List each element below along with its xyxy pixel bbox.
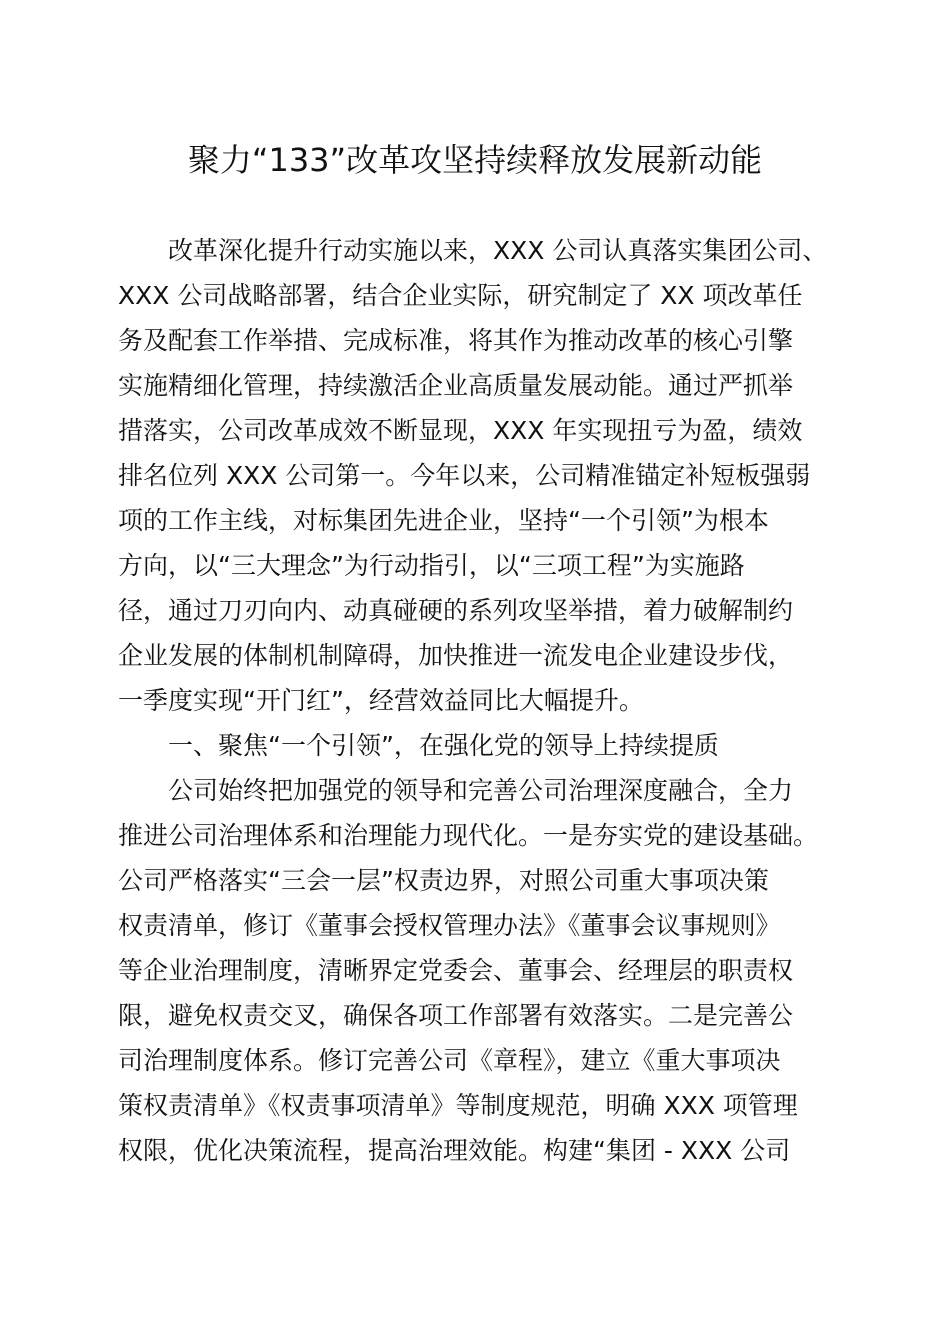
- text-line: 公司严格落实“三会一层”权责边界，对照公司重大事项决策: [118, 866, 769, 895]
- text-line: 措落实，公司改革成效不断显现，XXX 年实现扭亏为盈，绩效: [118, 416, 803, 445]
- text-line: 司治理制度体系。修订完善公司《章程》，建立《重大事项决: [118, 1046, 781, 1075]
- text-line: 径，通过刀刃向内、动真碰硬的系列攻坚举措，着力破解制约: [118, 596, 794, 625]
- document-body: [118, 228, 838, 1173]
- text-line: 方向，以“三大理念”为行动指引，以“三项工程”为实施路: [118, 551, 745, 580]
- text-line: 改革深化提升行动实施以来，XXX 公司认真落实集团公司、: [168, 236, 828, 265]
- text-line: 排名位列 XXX 公司第一。今年以来，公司精准锚定补短板强弱: [118, 461, 811, 490]
- section-heading: 一、聚焦“一个引领”，在强化党的领导上持续提质: [168, 731, 719, 760]
- text-line: 企业发展的体制机制障碍，加快推进一流发电企业建设步伐，: [118, 641, 794, 670]
- text-line: XXX 公司战略部署，结合企业实际，研究制定了 XX 项改革任: [118, 281, 803, 310]
- document-title: 聚力“133”改革攻坚持续释放发展新动能: [187, 141, 763, 179]
- text-line: 公司始终把加强党的领导和完善公司治理深度融合，全力: [168, 776, 794, 805]
- text-line: 项的工作主线，对标集团先进企业，坚持“一个引领”为根本: [118, 506, 769, 535]
- text-line: 权限，优化决策流程，提高治理效能。构建“集团 - XXX 公司: [118, 1136, 791, 1165]
- text-line: 实施精细化管理，持续激活企业高质量发展动能。通过严抓举: [118, 371, 794, 400]
- text-line: 一季度实现“开门红”，经营效益同比大幅提升。: [118, 686, 644, 715]
- text-line: 务及配套工作举措、完成标准，将其作为推动改革的核心引擎: [118, 326, 794, 355]
- text-line: 权责清单，修订《董事会授权管理办法》《董事会议事规则》: [118, 911, 781, 940]
- text-line: 限，避免权责交叉，确保各项工作部署有效落实。二是完善公: [118, 1001, 794, 1030]
- text-line: 策权责清单》《权责事项清单》等制度规范，明确 XXX 项管理: [118, 1091, 798, 1120]
- text-line: 等企业治理制度，清晰界定党委会、董事会、经理层的职责权: [118, 956, 794, 985]
- text-line: 推进公司治理体系和治理能力现代化。一是夯实党的建设基础。: [118, 821, 819, 850]
